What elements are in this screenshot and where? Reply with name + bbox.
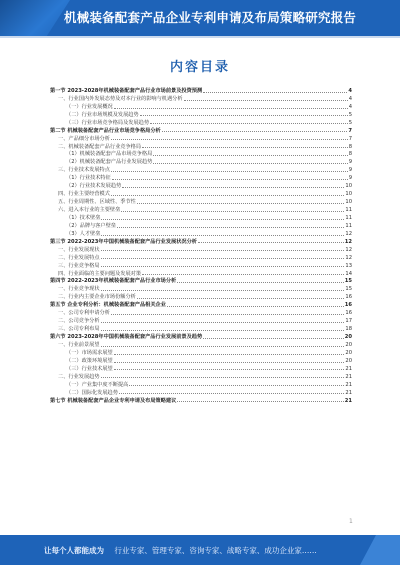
toc-entry-page: 14	[345, 270, 352, 277]
footer-slogan-text: 行业专家、管理专家、咨询专家、战略专家、成功企业家……	[114, 546, 317, 555]
toc-heading: 内容目录	[169, 60, 230, 75]
toc-entry-text: 第三节 2022-2023年中国机械装备配套产品行业发展状况分析	[50, 238, 197, 245]
report-title: 机械装备配套产品企业专利申请及布局策略研究报告	[64, 10, 357, 25]
toc-entry-page: 20	[345, 349, 352, 356]
toc-leader-dots	[101, 250, 345, 251]
toc-entry[interactable]	[50, 380, 352, 388]
toc-leader-dots	[101, 346, 345, 347]
toc-leader-dots	[111, 139, 348, 140]
toc-leader-dots	[101, 266, 345, 267]
table-of-contents	[50, 86, 352, 404]
toc-entry-page: 12	[345, 230, 352, 237]
toc-entry-page: 21	[345, 381, 352, 388]
toc-entry-text: 一、行业前景展望	[58, 341, 100, 348]
toc-entry-page: 8	[348, 151, 352, 158]
toc-entry-text: 一、行业国内外发展态势及对本行业的影响与机遇分析	[58, 95, 183, 102]
toc-entry-page: 8	[348, 143, 352, 150]
toc-leader-dots	[101, 322, 345, 323]
toc-entry-page: 13	[345, 262, 352, 269]
toc-leader-dots	[101, 235, 344, 236]
report-header-banner	[0, 0, 400, 38]
toc-entry-text: 四、行业面临的主要问题及发展对策	[58, 270, 142, 277]
toc-entry[interactable]	[50, 300, 352, 308]
toc-entry[interactable]	[50, 388, 352, 396]
toc-leader-dots	[177, 282, 344, 283]
toc-entry[interactable]	[50, 364, 352, 372]
toc-entry[interactable]	[50, 173, 352, 181]
toc-leader-dots	[101, 377, 345, 378]
toc-entry-page: 20	[345, 341, 352, 348]
toc-leader-dots	[112, 179, 348, 180]
toc-entry-text: （2）品牌与客户壁垒	[66, 222, 116, 229]
toc-entry-text: 二、行业内主要企业市场份额分析	[58, 294, 136, 301]
toc-leader-dots	[203, 338, 344, 339]
toc-entry-page: 5	[348, 111, 352, 118]
toc-leader-dots	[119, 393, 345, 394]
page-number: 1	[349, 518, 353, 525]
toc-entry-page: 21	[344, 397, 352, 404]
toc-entry-text: 三、行业技术发展特点	[58, 167, 110, 174]
toc-leader-dots	[137, 298, 345, 299]
toc-entry-text: （二）政策环境展望	[66, 357, 113, 364]
toc-leader-dots	[153, 155, 347, 156]
toc-entry-page: 21	[345, 389, 352, 396]
toc-entry[interactable]	[50, 157, 352, 165]
toc-leader-dots	[101, 219, 344, 220]
toc-entry[interactable]	[50, 308, 352, 316]
toc-entry[interactable]	[50, 205, 352, 213]
toc-entry-page: 4	[348, 95, 352, 102]
toc-entry[interactable]	[50, 126, 352, 134]
toc-leader-dots	[203, 92, 347, 93]
toc-leader-dots	[111, 171, 348, 172]
toc-entry[interactable]	[50, 261, 352, 269]
toc-entry-text: （二）国际化发展趋势	[66, 389, 118, 396]
toc-entry[interactable]	[50, 134, 352, 142]
footer-decoration	[360, 535, 400, 565]
toc-leader-dots	[167, 306, 344, 307]
toc-leader-dots	[198, 242, 344, 243]
toc-entry-page: 9	[348, 167, 352, 174]
toc-leader-dots	[142, 147, 348, 148]
toc-entry-page: 10	[345, 183, 352, 190]
toc-entry-page: 4	[348, 87, 352, 94]
toc-leader-dots	[153, 163, 347, 164]
toc-entry[interactable]	[50, 102, 352, 110]
toc-entry[interactable]	[50, 269, 352, 277]
toc-entry-page: 11	[345, 207, 352, 213]
footer-banner	[0, 535, 400, 565]
toc-entry[interactable]	[50, 396, 352, 404]
toc-entry-page: 16	[345, 294, 352, 301]
header-divider	[0, 36, 400, 38]
toc-entry-page: 11	[345, 222, 352, 229]
toc-entry-text: 四、行业主要经营模式	[58, 191, 110, 198]
toc-entry[interactable]	[50, 229, 352, 237]
toc-entry[interactable]	[50, 292, 352, 300]
toc-entry-text: 第二节 机械装备配套产品行业市场竞争格局分析	[50, 127, 161, 134]
toc-entry-text: （三）行业市场竞争格局及发展趋势	[66, 119, 150, 126]
toc-entry-text: 第六节 2023-2028年中国机械装备配套产品行业发展前景及趋势	[50, 334, 203, 340]
toc-entry-text: （一）行业发展概况	[66, 103, 113, 110]
toc-entry[interactable]	[50, 340, 352, 348]
toc-entry-page: 15	[345, 286, 352, 293]
toc-entry[interactable]	[50, 245, 352, 253]
toc-entry-text: （2）行业技术发展趋势	[66, 183, 122, 190]
toc-entry-text: 一、产品细分市场分析	[58, 135, 110, 142]
toc-entry-text: 二、机械装备配套产品行业竞争格局	[58, 143, 142, 150]
toc-leader-dots	[184, 100, 348, 101]
toc-entry-page: 17	[345, 318, 352, 325]
toc-entry[interactable]	[50, 324, 352, 332]
toc-leader-dots	[117, 227, 344, 228]
toc-leader-dots	[140, 115, 348, 116]
toc-entry-page: 10	[345, 199, 352, 206]
toc-entry[interactable]	[50, 197, 352, 205]
toc-entry-page: 5	[348, 119, 352, 126]
toc-entry-page: 12	[345, 246, 352, 253]
toc-leader-dots	[142, 274, 344, 275]
toc-leader-dots	[111, 314, 345, 315]
toc-entry-text: 一、行业发展现状	[58, 246, 100, 253]
toc-entry[interactable]	[50, 165, 352, 173]
toc-leader-dots	[114, 362, 345, 363]
toc-entry-page: 7	[348, 135, 352, 142]
toc-entry-text: 二、行业发展特点	[58, 254, 100, 261]
toc-entry[interactable]	[50, 253, 352, 261]
toc-entry[interactable]	[50, 110, 352, 118]
toc-leader-dots	[122, 187, 344, 188]
toc-entry-text: 第七节 机械装备配套产品企业专利申请及布局策略建议	[50, 397, 177, 404]
toc-entry-text: （三）行业技术展望	[66, 365, 113, 372]
toc-leader-dots	[111, 195, 345, 196]
toc-entry[interactable]	[50, 332, 352, 340]
toc-entry[interactable]	[50, 181, 352, 189]
toc-entry-page: 15	[344, 278, 352, 285]
toc-entry-page: 10	[345, 191, 352, 198]
toc-entry-page: 20	[345, 357, 352, 364]
toc-entry-text: 二、行业发展趋势	[58, 373, 100, 380]
toc-entry[interactable]	[50, 118, 352, 126]
footer-slogan-lead: 让每个人都能成为	[44, 546, 104, 555]
toc-leader-dots	[121, 211, 344, 212]
toc-entry-text: （3）人才壁垒	[66, 230, 101, 237]
toc-entry-text: （1）技术壁垒	[66, 214, 101, 221]
toc-leader-dots	[101, 258, 345, 259]
toc-entry-text: 三、公司专利布局	[58, 326, 100, 333]
toc-leader-dots	[162, 131, 348, 132]
toc-entry[interactable]	[50, 213, 352, 221]
toc-entry[interactable]	[50, 284, 352, 292]
toc-entry[interactable]	[50, 221, 352, 229]
toc-leader-dots	[177, 401, 343, 402]
toc-entry[interactable]	[50, 86, 352, 94]
toc-entry-page: 21	[345, 373, 352, 380]
toc-entry[interactable]	[50, 94, 352, 102]
toc-entry-text: 第一节 2023-2028年机械装备配套产品行业市场前景及投资预测	[50, 87, 203, 94]
toc-entry[interactable]	[50, 277, 352, 285]
toc-entry-text: （1）行业技术特征	[66, 175, 111, 182]
toc-entry-text: 一、行业竞争现状	[58, 286, 100, 293]
toc-entry-text: 三、行业竞争格局	[58, 262, 100, 269]
toc-entry-text: 第四节 2022-2023年机械装备配套产品行业市场分析	[50, 278, 177, 285]
toc-entry[interactable]	[50, 348, 352, 356]
toc-entry-page: 9	[348, 175, 352, 182]
toc-entry-page: 18	[345, 326, 352, 333]
toc-entry-page: 7	[348, 127, 352, 134]
toc-entry[interactable]	[50, 372, 352, 380]
toc-entry-text: 一、公司专利申请分析	[58, 310, 110, 317]
footer-slogan	[44, 545, 317, 556]
toc-entry-text: 五、行业周期性、区域性、季节性	[58, 199, 136, 206]
toc-entry-page: 9	[348, 159, 352, 166]
toc-entry[interactable]	[50, 142, 352, 150]
toc-leader-dots	[101, 330, 345, 331]
toc-entry-text: （2）机械装备配套产品行业发展趋势	[66, 159, 153, 166]
toc-entry-page: 16	[345, 310, 352, 317]
toc-entry[interactable]	[50, 150, 352, 158]
toc-leader-dots	[150, 123, 348, 124]
toc-entry-page: 12	[345, 254, 352, 261]
toc-entry[interactable]	[50, 189, 352, 197]
toc-entry[interactable]	[50, 356, 352, 364]
toc-entry-page: 11	[345, 214, 352, 221]
toc-entry-text: 二、公司竞争分析	[58, 318, 100, 325]
toc-entry-text: （一）产业集中度不断提高	[66, 381, 129, 388]
toc-leader-dots	[114, 108, 348, 109]
toc-entry-page: 16	[344, 302, 352, 309]
toc-entry-page: 12	[344, 238, 352, 245]
toc-entry[interactable]	[50, 316, 352, 324]
header-decoration	[0, 0, 70, 38]
toc-entry-page: 20	[344, 334, 352, 340]
toc-entry-text: 六、进入本行业的主要壁垒	[58, 207, 121, 213]
toc-entry[interactable]	[50, 237, 352, 245]
toc-leader-dots	[129, 385, 344, 386]
toc-entry-text: （一）市场需求展望	[66, 349, 113, 356]
toc-entry-text: 第五节 企业专利分析：机械装备配套产品相关企业	[50, 302, 166, 309]
toc-leader-dots	[101, 290, 345, 291]
toc-leader-dots	[114, 354, 345, 355]
toc-entry-text: （1）机械装备配套产品市场竞争格局	[66, 151, 153, 158]
toc-entry-text: （二）行业市场规模及发展趋势	[66, 111, 139, 118]
toc-leader-dots	[114, 369, 345, 370]
toc-entry-page: 21	[345, 365, 352, 372]
toc-leader-dots	[137, 203, 345, 204]
toc-entry-page: 4	[348, 103, 352, 110]
